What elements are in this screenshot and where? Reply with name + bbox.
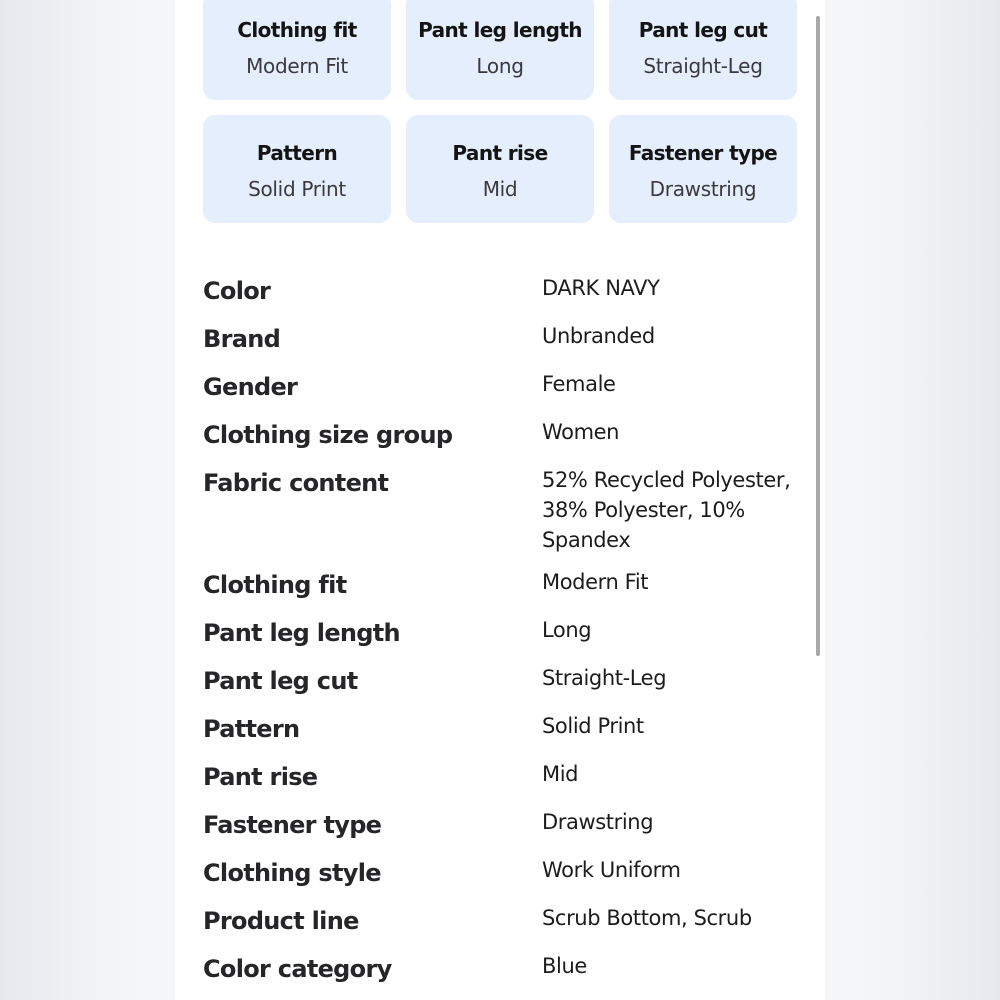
spec-value: DARK NAVY [542,276,660,300]
highlight-chip [609,115,797,223]
highlight-value: Solid Print [248,177,346,201]
highlight-chip [203,115,391,223]
product-details-panel[interactable] [175,0,825,1000]
spec-value: 52% Recycled Polyester, 38% Polyester, 10% Spandex [542,468,791,552]
spec-row [203,615,803,651]
spec-value: Women [542,420,620,444]
spec-label: Gender [203,373,298,401]
spec-row [203,711,803,747]
spec-row [203,273,803,309]
spec-row [203,567,803,603]
spec-row [203,903,803,939]
spec-row [203,855,803,891]
highlight-title: Clothing fit [237,18,357,42]
spec-label: Pattern [203,715,300,743]
spec-value: Blue [542,954,587,978]
spec-value: Solid Print [542,714,644,738]
spec-value: Mid [542,762,579,786]
spec-label: Fastener type [203,811,382,839]
spec-value: Long [542,618,592,642]
highlight-value: Drawstring [649,177,757,201]
spec-label: Clothing style [203,859,381,887]
spec-row [203,663,803,699]
spec-label: Pant leg length [203,619,400,647]
spec-row [203,369,803,405]
highlight-title: Pattern [256,141,338,165]
highlight-title: Pant leg cut [638,18,768,42]
highlight-title: Pant leg length [418,18,582,42]
spec-label: Clothing size group [203,421,453,449]
spec-label: Fabric content [203,469,389,497]
highlight-value: Long [476,54,524,78]
spec-row [203,951,803,987]
highlights-grid [203,0,797,223]
highlight-chip [406,115,594,223]
background-right [825,0,1000,1000]
highlight-title: Fastener type [628,141,778,165]
spec-row [203,465,803,555]
spec-value: Scrub Bottom, Scrub [542,906,752,930]
highlight-value: Mid [482,177,518,201]
highlight-chip [406,0,594,100]
highlight-title: Pant rise [452,141,548,165]
highlight-chip [609,0,797,100]
spec-label: Brand [203,325,281,353]
spec-row [203,321,803,357]
spec-value: Female [542,372,616,396]
spec-label: Pant rise [203,763,318,791]
spec-row [203,417,803,453]
spec-row [203,807,803,843]
spec-value: Modern Fit [542,570,649,594]
spec-value: Straight-Leg [542,666,667,690]
spec-label: Product line [203,907,359,935]
spec-value: Unbranded [542,324,655,348]
highlight-chip [203,0,391,100]
spec-label: Pant leg cut [203,667,358,695]
highlight-value: Modern Fit [246,54,348,78]
background-left [0,0,175,1000]
scrollbar[interactable] [816,16,820,656]
specifications-list [203,273,803,999]
spec-row [203,759,803,795]
spec-label: Color [203,277,271,305]
spec-label: Clothing fit [203,571,347,599]
spec-value: Drawstring [542,810,654,834]
spec-value: Work Uniform [542,858,681,882]
spec-label: Color category [203,955,392,983]
highlight-value: Straight-Leg [643,54,763,78]
